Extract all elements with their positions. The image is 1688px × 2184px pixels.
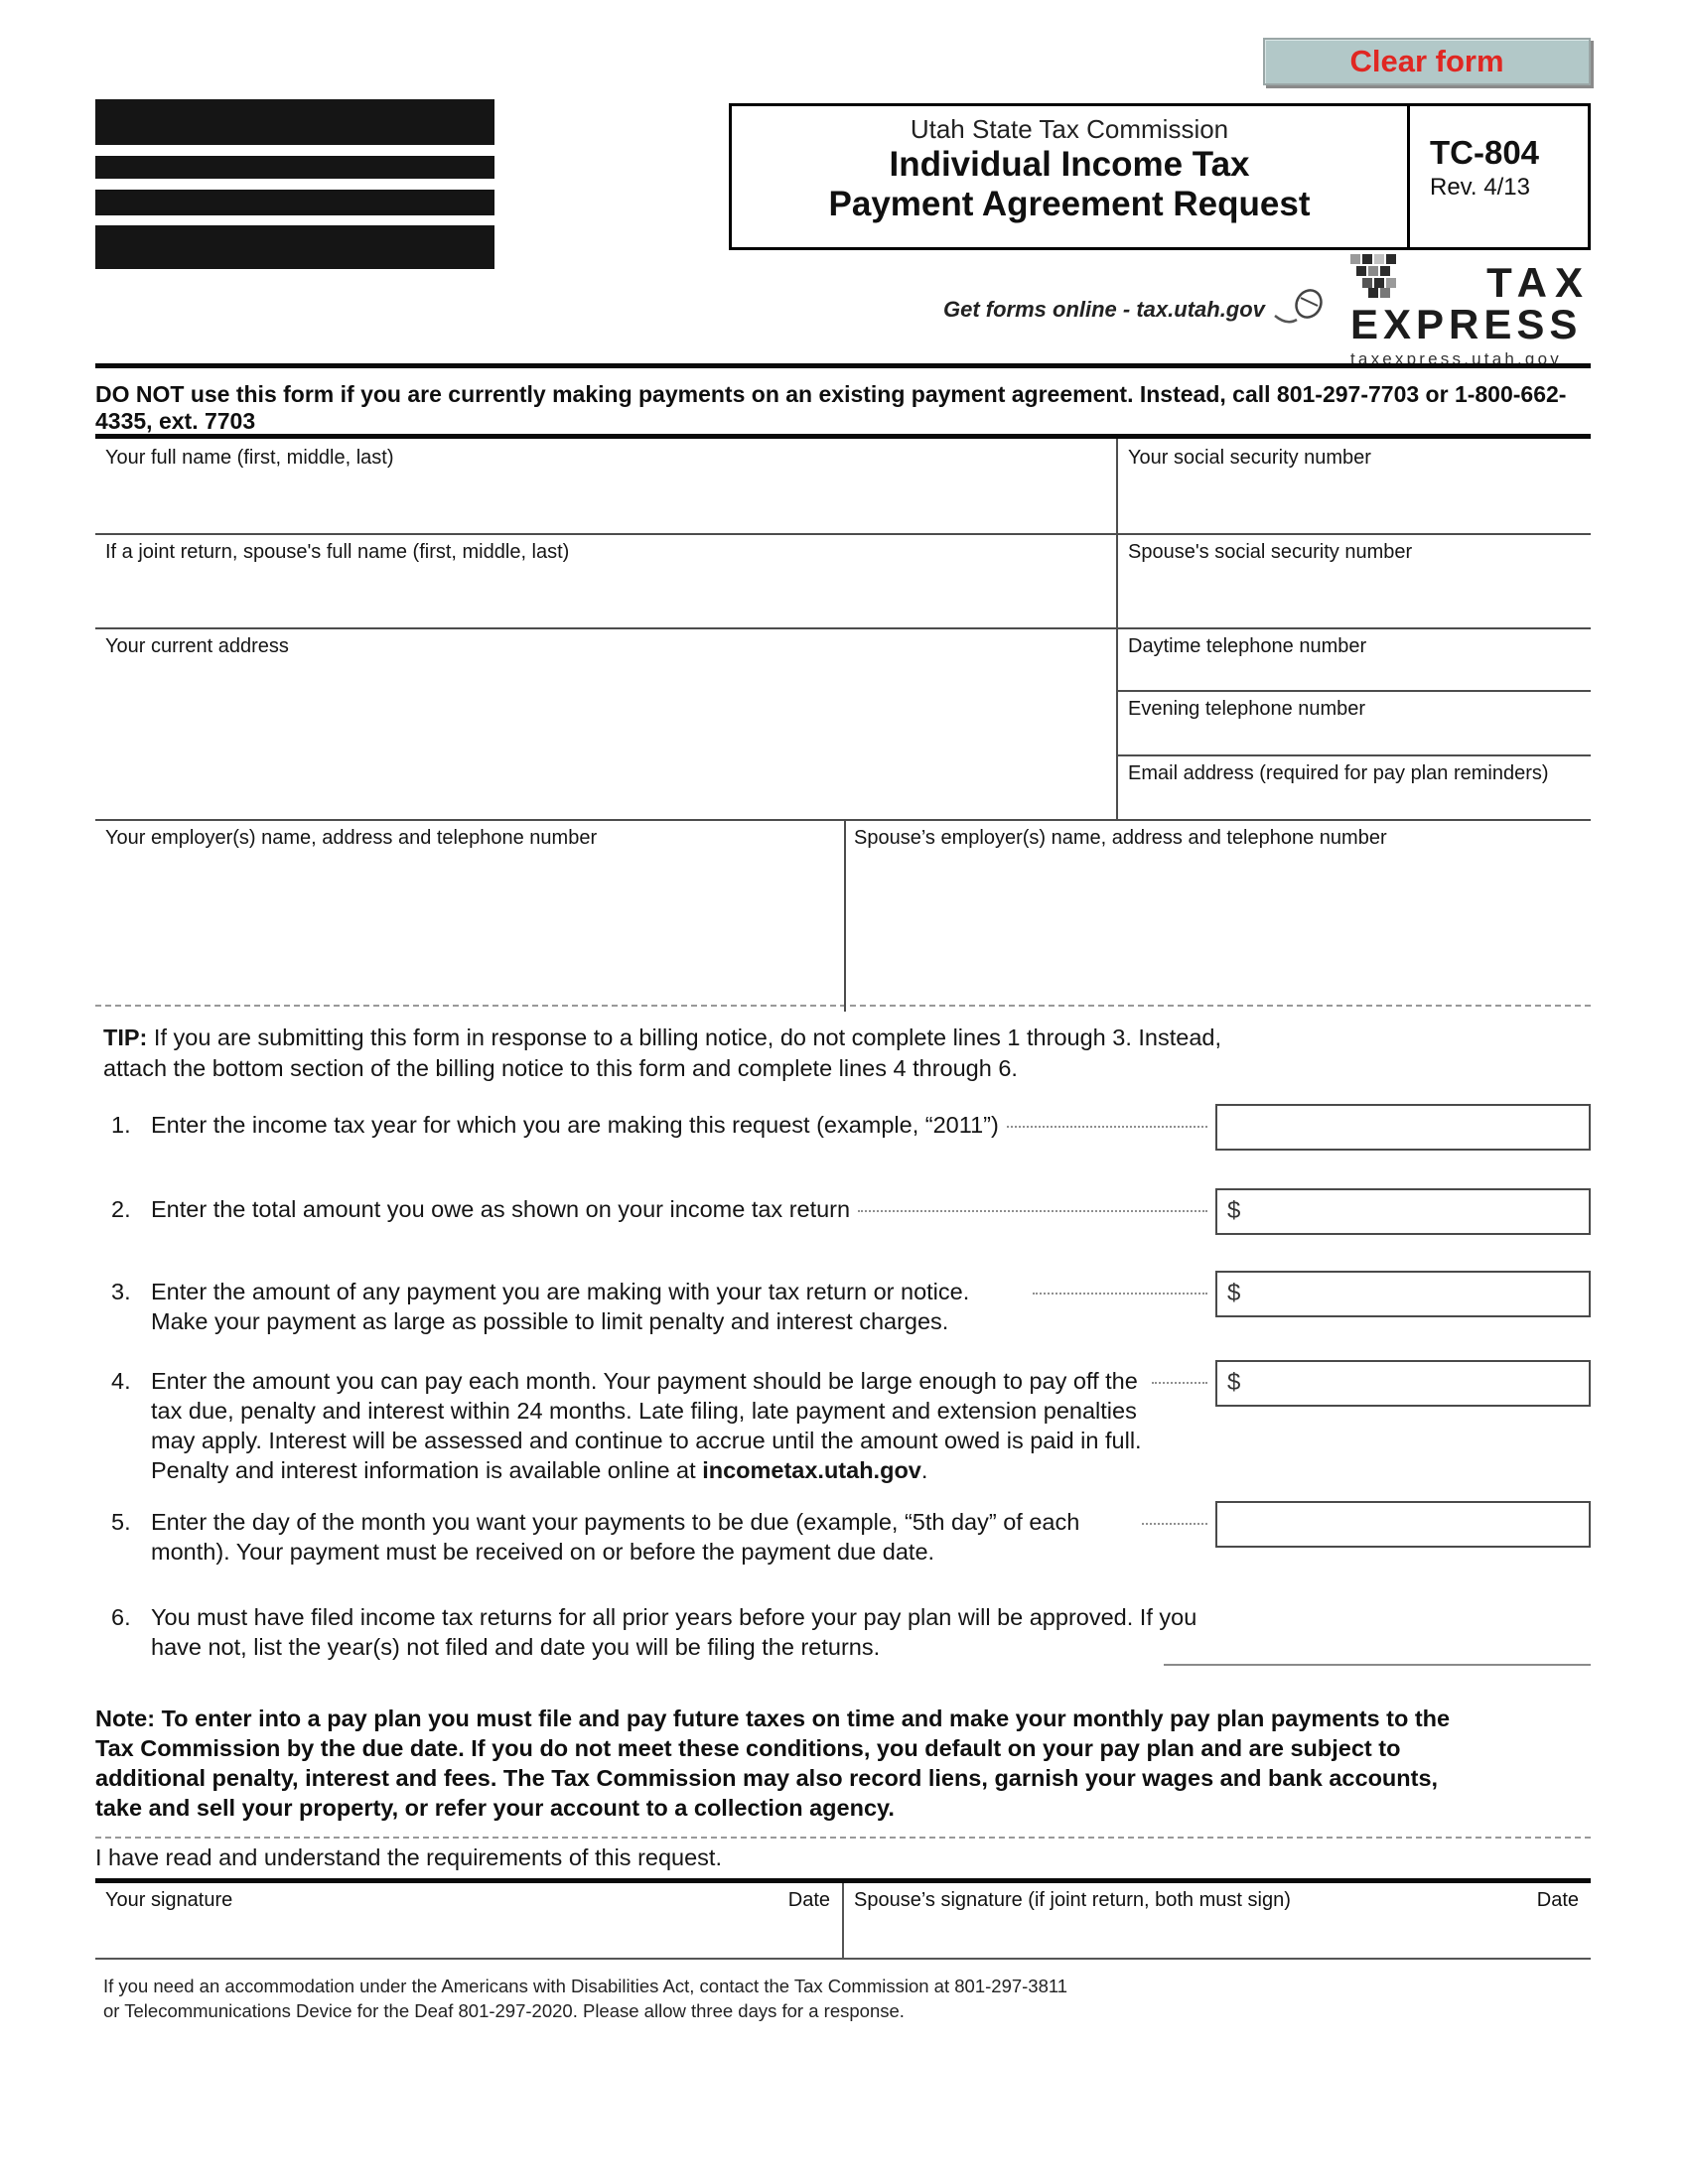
dashed-divider	[95, 1837, 1591, 1839]
date-label: Date	[787, 1889, 830, 1911]
taxexpress-url: taxexpress.utah.gov	[1350, 349, 1562, 368]
line-item-3	[95, 1277, 1591, 1336]
dollar-sign: $	[1227, 1197, 1241, 1224]
dollar-sign: $	[1227, 1369, 1241, 1396]
line1-tax-year-input[interactable]	[1215, 1104, 1591, 1151]
line-number: 3.	[111, 1279, 131, 1304]
line-number: 6.	[111, 1604, 131, 1630]
line6-years-input[interactable]	[1164, 1664, 1591, 1666]
ssn-input[interactable]	[1122, 475, 1589, 530]
full-name-input[interactable]	[97, 475, 1110, 530]
logo-bar	[95, 190, 494, 215]
spouse-signature-label: Spouse’s signature (if joint return, both must sign)	[854, 1889, 1291, 1911]
column-divider	[1116, 439, 1118, 819]
employer-label: Your employer(s) name, address and telephone number	[105, 827, 598, 849]
form-title-box	[729, 103, 1591, 250]
line2-text: Enter the total amount you owe as shown on your income tax return	[151, 1196, 851, 1222]
form-revision: Rev. 4/13	[1430, 174, 1530, 201]
spouse-signature-input[interactable]	[848, 1915, 1384, 1959]
dotted-leader	[1142, 1507, 1207, 1525]
line-number: 1.	[111, 1112, 131, 1138]
numbered-lines	[95, 1110, 1591, 1662]
line-item-5	[95, 1507, 1591, 1567]
address-label: Your current address	[105, 635, 289, 657]
line3-text: Enter the amount of any payment you are making with your tax return or notice. Make your payment as large as possible to limit penalty and interest charges.	[151, 1279, 970, 1334]
line6-text: You must have filed income tax returns for all prior years before your pay plan will be approved. If you have not, list the year(s) not filed and date you will be filing the returns.	[151, 1604, 1197, 1660]
your-signature-label: Your signature	[105, 1889, 233, 1911]
spouse-name-input[interactable]	[97, 569, 1110, 624]
line-item-2	[95, 1194, 1591, 1235]
signature-section	[95, 1878, 1591, 1960]
form-number-area	[1407, 106, 1588, 247]
form-title-area	[732, 106, 1407, 247]
line-number: 4.	[111, 1368, 131, 1394]
ada-footer-line1: If you need an accommodation under the Americans with Disabilities Act, contact the Tax Commission at 801-297-3811	[103, 1976, 1068, 1996]
daytime-phone-label: Daytime telephone number	[1128, 635, 1367, 657]
line4-monthly-payment-input[interactable]	[1215, 1360, 1591, 1407]
tip-paragraph	[103, 1023, 1275, 1084]
line-item-4	[95, 1366, 1591, 1485]
your-signature-input[interactable]	[99, 1915, 655, 1959]
taxpayer-signature-block	[95, 1883, 844, 1958]
employer-input[interactable]	[97, 856, 840, 1007]
logo-bar	[95, 156, 494, 179]
line5-text: Enter the day of the month you want your payments to be due (example, “5th day” of each month). Your payment must be received on or before the payment due date.	[151, 1509, 1080, 1565]
tip-label: TIP:	[103, 1024, 148, 1050]
mouse-icon	[1273, 288, 1325, 332]
form-title-line2: Payment Agreement Request	[828, 185, 1311, 223]
ada-footer-line2: or Telecommunications Device for the Deaf 801-297-2020. Please allow three days for a response.	[103, 2000, 905, 2021]
spouse-employer-label: Spouse’s employer(s) name, address and telephone number	[854, 827, 1387, 849]
column-divider	[844, 819, 846, 1012]
line4-text-suffix: .	[920, 1457, 928, 1483]
address-input[interactable]	[97, 663, 1110, 816]
form-title-line1: Individual Income Tax	[889, 145, 1250, 184]
email-label: Email address (required for pay plan reminders)	[1128, 762, 1549, 784]
taxpayer-info-table	[95, 434, 1591, 1007]
full-name-label: Your full name (first, middle, last)	[105, 447, 394, 469]
row-divider	[95, 533, 1591, 535]
dotted-leader	[858, 1194, 1207, 1212]
line1-text: Enter the income tax year for which you are making this request (example, “2011”)	[151, 1112, 999, 1138]
taxexpress-logo	[1350, 254, 1591, 369]
logo-bar	[95, 99, 494, 145]
do-not-use-warning: DO NOT use this form if you are currently making payments on an existing payment agreement. Instead, call 801-297-7703 or 1-800-662-4335, ext. 7703	[95, 363, 1591, 435]
line2-amount-owed-input[interactable]	[1215, 1188, 1591, 1235]
ada-footer	[103, 1974, 1067, 2023]
get-forms-text: Get forms online - tax.utah.gov	[943, 297, 1265, 322]
line4-text	[151, 1366, 1144, 1485]
row-divider	[1118, 690, 1591, 692]
taxexpress-word-express: EXPRESS	[1350, 301, 1583, 347]
your-signature-date-input[interactable]	[679, 1915, 838, 1959]
clear-form-button[interactable]: Clear form	[1263, 38, 1591, 85]
dollar-sign: $	[1227, 1280, 1241, 1306]
date-label: Date	[1536, 1889, 1579, 1911]
get-forms-line	[943, 288, 1325, 332]
tip-text: If you are submitting this form in response to a billing notice, do not complete lines 1 through 3. Instead, attach the bottom section of the billing notice to this form and complete lines 4 through 6.	[103, 1024, 1221, 1081]
logo-bar	[95, 225, 494, 269]
taxexpress-word-tax: TAX	[1486, 259, 1591, 306]
dotted-leader	[1007, 1110, 1207, 1128]
row-divider	[95, 819, 1591, 821]
evening-phone-label: Evening telephone number	[1128, 698, 1366, 720]
row-divider	[95, 627, 1591, 629]
acknowledgement-text: I have read and understand the requirements of this request.	[95, 1844, 722, 1870]
line-number: 2.	[111, 1196, 131, 1222]
spouse-ssn-label: Spouse's social security number	[1128, 541, 1413, 563]
line5-due-day-input[interactable]	[1215, 1501, 1591, 1548]
ssn-label: Your social security number	[1128, 447, 1371, 469]
line-item-6	[95, 1602, 1591, 1662]
line3-payment-input[interactable]	[1215, 1271, 1591, 1317]
line-item-1	[95, 1110, 1591, 1151]
note-paragraph: Note: To enter into a pay plan you must file and pay future taxes on time and make your monthly pay plan payments to the Tax Commission by the due date. If you do not meet these conditions, you default on your pay plan and are subject to additional penalty, interest and fees. The Tax Commission may also record liens, garnish your wages and bank accounts, take and sell your property, or refer your account to a collection agency.	[95, 1706, 1451, 1821]
form-number: TC-804	[1430, 134, 1540, 171]
evening-phone-input[interactable]	[1122, 726, 1589, 752]
dotted-leader	[1152, 1366, 1207, 1384]
agency-name: Utah State Tax Commission	[910, 114, 1229, 144]
spouse-signature-date-input[interactable]	[1428, 1915, 1587, 1959]
line-number: 5.	[111, 1509, 131, 1535]
spouse-name-label: If a joint return, spouse's full name (first, middle, last)	[105, 541, 570, 563]
spouse-employer-input[interactable]	[848, 856, 1587, 1007]
incometax-link: incometax.utah.gov	[702, 1457, 921, 1483]
taxexpress-pixel-icon	[1350, 254, 1414, 303]
daytime-phone-input[interactable]	[1122, 661, 1589, 688]
row-divider	[1118, 754, 1591, 756]
agency-logo	[95, 99, 494, 269]
spouse-ssn-input[interactable]	[1122, 569, 1589, 624]
line4-text-body: Enter the amount you can pay each month. Your payment should be large enough to pay off the tax due, penalty and interest within 24 months. Late filing, late payment and extension penalties may apply. Interest will be assessed and continue to accrue until the amount owed is paid in full. Penalty and interest information is available online at	[151, 1368, 1142, 1483]
spouse-signature-block	[844, 1883, 1591, 1958]
dotted-leader	[1033, 1277, 1207, 1295]
email-input[interactable]	[1122, 790, 1589, 817]
